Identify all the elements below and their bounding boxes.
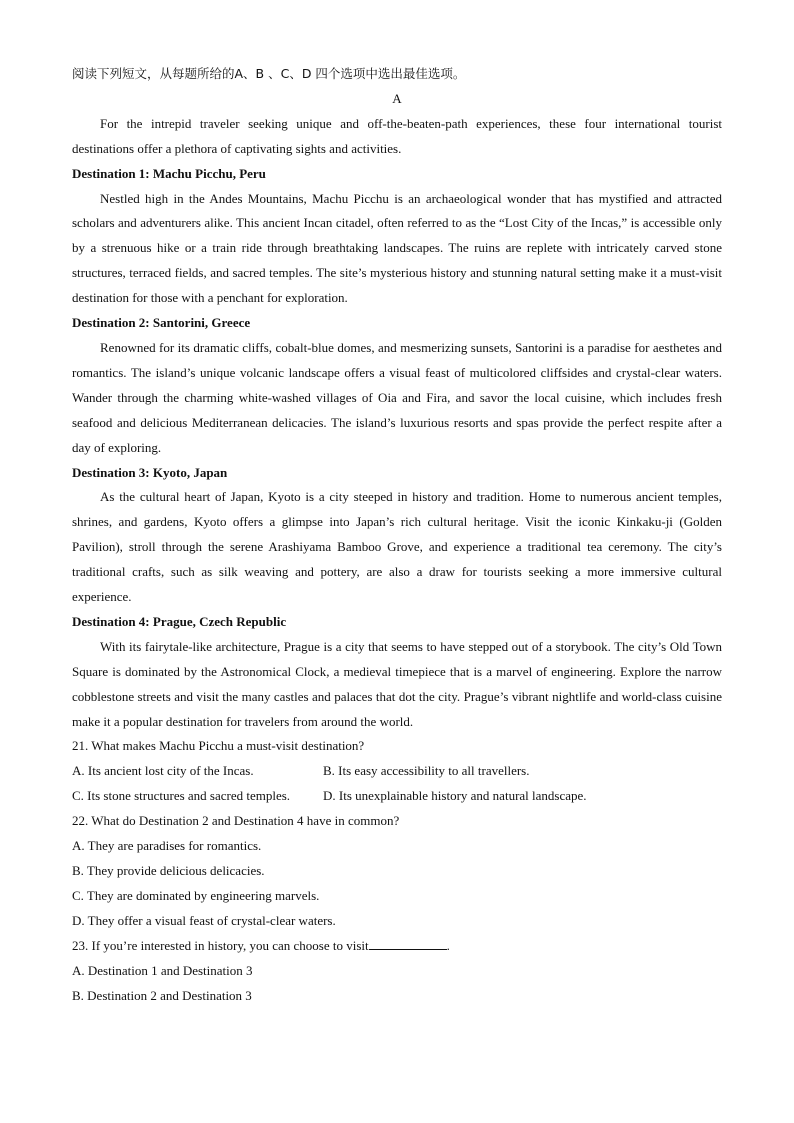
document-page bbox=[72, 62, 722, 1008]
destination-4-heading: Destination 4: Prague, Czech Republic bbox=[72, 613, 287, 629]
question-23-stem-line bbox=[72, 934, 722, 959]
question-22-option-c: C. They are dominated by engineering marvels. bbox=[72, 887, 320, 903]
question-21-stem: 21. What makes Machu Picchu a must-visit destination? bbox=[72, 738, 365, 754]
question-23-option-a: A. Destination 1 and Destination 3 bbox=[72, 962, 253, 978]
question-21-options-row-1 bbox=[72, 759, 722, 784]
destination-3-text: As the cultural heart of Japan, Kyoto is a city steeped in history and tradition. Home to numerous ancient temples, shrines, and gardens, Kyoto offers a glimpse into Japan’s rich cultural heritage. Visit the iconic Kinkaku-ji (Golden Pavilion), stroll through the serene Arashiyama Bamboo Grove, and experience a traditional tea ceremony. The city’s traditional crafts, such as silk weaving and pottery, are also a draw for tourists seeking a more immersive cultural experience. bbox=[72, 489, 722, 605]
answer-blank bbox=[369, 937, 447, 950]
question-21-options-row-2 bbox=[72, 784, 722, 809]
question-23-stem-end: . bbox=[446, 937, 450, 953]
question-21-option-d: D. Its unexplainable history and natural landscape. bbox=[323, 788, 587, 804]
destination-3-heading: Destination 3: Kyoto, Japan bbox=[72, 464, 228, 480]
question-21-option-a: A. Its ancient lost city of the Incas. bbox=[72, 763, 254, 779]
instruction-text: 阅读下列短文，从每题所给的A、B 、C、D 四个选项中选出最佳选项。 bbox=[72, 66, 466, 81]
question-23-option-b: B. Destination 2 and Destination 3 bbox=[72, 987, 252, 1003]
question-22-option-b: B. They provide delicious delicacies. bbox=[72, 863, 265, 878]
question-21-option-b: B. Its easy accessibility to all travellers. bbox=[323, 763, 530, 779]
destination-2-text: Renowned for its dramatic cliffs, cobalt-blue domes, and mesmerizing sunsets, Santorini is a paradise for aesthetes and romantics. The island’s unique volcanic landscape offers a visual feast of multicolored cliffsides and crystal-clear waters. Wander through the charming white-washed villages of Oia and Fira, and savor the local cuisine, which includes fresh seafood and delicious Mediterranean delicacies. The island’s luxurious resorts and spas provide the perfect respite after a day of exploring. bbox=[72, 339, 722, 455]
question-22-option-a: A. They are paradises for romantics. bbox=[72, 838, 262, 854]
question-22-stem: 22. What do Destination 2 and Destination 4 have in common? bbox=[72, 813, 400, 829]
destination-2-heading: Destination 2: Santorini, Greece bbox=[72, 315, 251, 331]
destination-1-heading: Destination 1: Machu Picchu, Peru bbox=[72, 165, 266, 181]
destination-1-text: Nestled high in the Andes Mountains, Machu Picchu is an archaeological wonder that has mystified and attracted scholars and adventurers alike. This ancient Incan citadel, often referred to as the “Lost City of the Incas,” is accessible only by a strenuous hike or a train ride through breathtaking landscapes. The ruins are replete with intricately carved stone structures, terraced fields, and sacred temples. The site’s mysterious history and stunning natural setting make it a must-visit destination for those with a penchant for exploration. bbox=[72, 190, 722, 306]
question-23-stem: 23. If you’re interested in history, you can choose to visit bbox=[72, 937, 369, 953]
intro-paragraph: For the intrepid traveler seeking unique and off-the-beaten-path experiences, these four international tourist destinations offer a plethora of captivating sights and activities. bbox=[72, 115, 722, 156]
destination-4-text: With its fairytale-like architecture, Prague is a city that seems to have stepped out of a storybook. The city’s Old Town Square is dominated by the Astronomical Clock, a medieval timepiece that is a marvel of engineering. Explore the narrow cobblestone streets and visit the many castles and palaces that dot the city. Prague’s vibrant nightlife and world-class cuisine make it a popular destination for travelers from around the world. bbox=[72, 638, 722, 729]
question-22-option-d: D. They offer a visual feast of crystal-clear waters. bbox=[72, 912, 336, 928]
section-label: A bbox=[392, 90, 402, 106]
question-21-option-c: C. Its stone structures and sacred temples. bbox=[72, 788, 291, 804]
